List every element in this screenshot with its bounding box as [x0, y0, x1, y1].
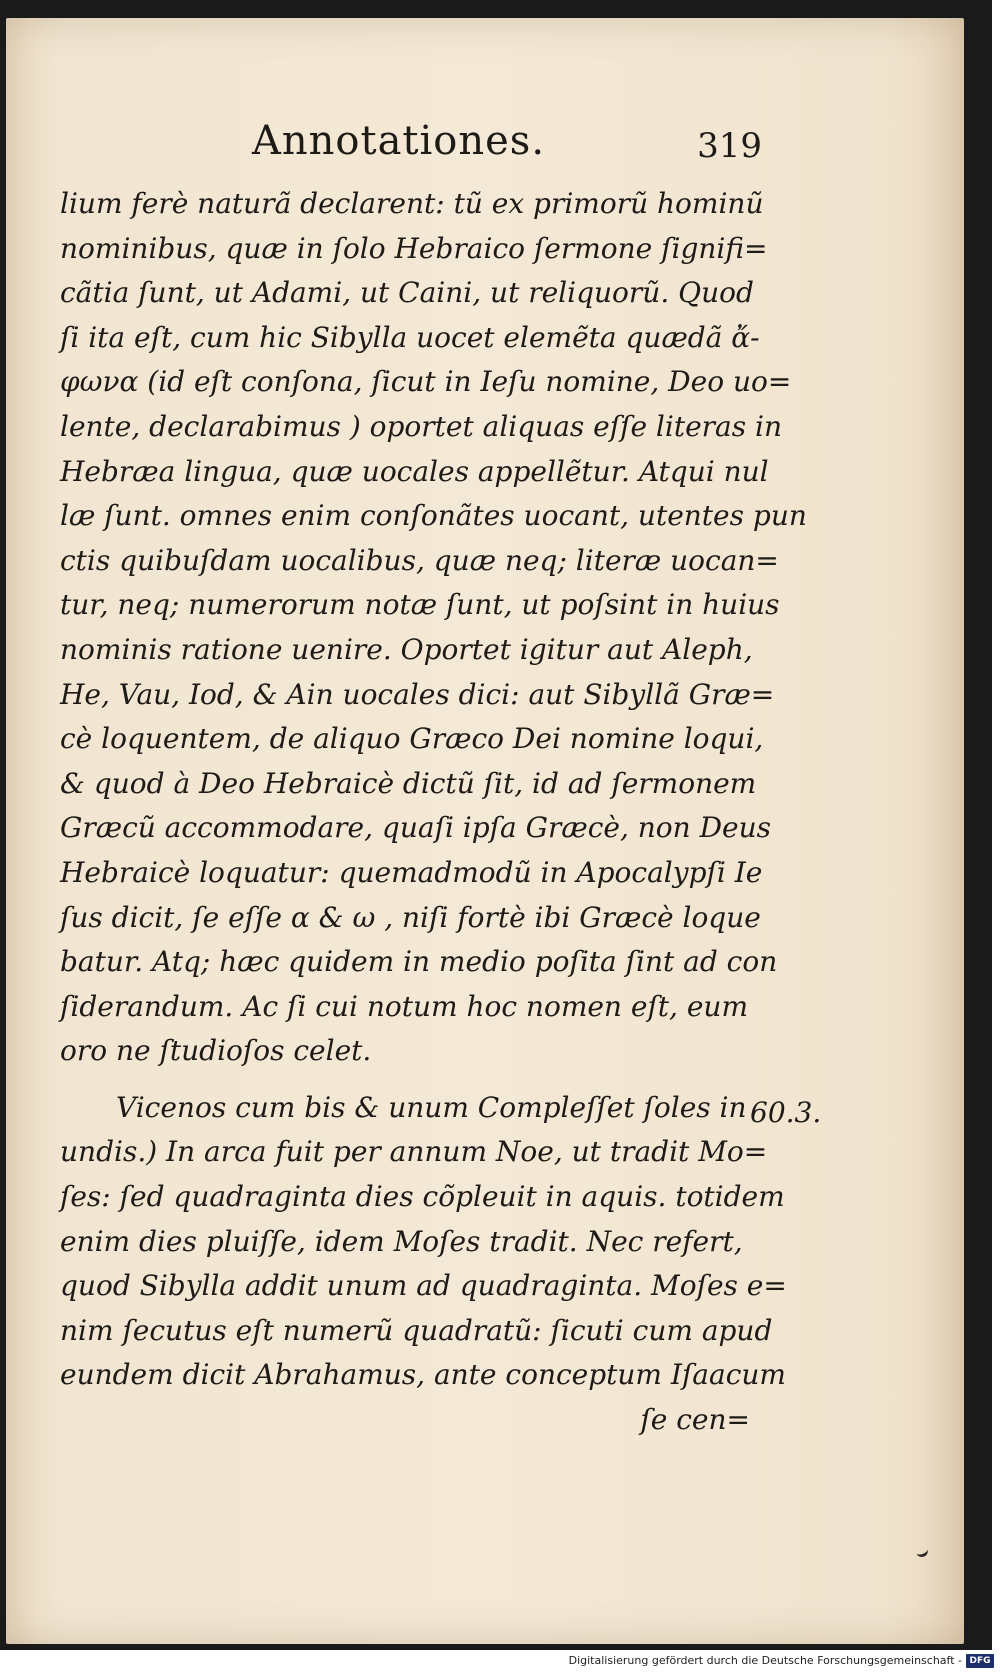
- paragraph-gap: [60, 1074, 750, 1086]
- text-line: Græcũ accommodare, quaſi ipſa Græcè, non Deus: [60, 811, 772, 845]
- text-line: Hebræa lingua, quæ uocales appellẽtur. Atqui nul: [60, 454, 769, 488]
- text-line: tur, neq; numerorum notæ ſunt, ut poſsint in huius: [60, 588, 780, 622]
- text-line: ctis quibuſdam uocalibus, quæ neq; literæ uocan=: [60, 543, 779, 577]
- funding-credit: Digitalisierung gefördert durch die Deutsche Forschungsgemeinschaft -: [568, 1654, 962, 1667]
- text-line: He, Vau, Iod, & Ain uocales dici: aut Sibyllã Græ=: [60, 677, 775, 711]
- text-line: nominis ratione uenire. Oportet igitur aut Aleph,: [60, 632, 753, 666]
- page-content: [6, 18, 964, 1644]
- text-line: nominibus, quæ in ſolo Hebraico ſermone ſignifi=: [60, 231, 768, 265]
- text-line: undis.) In arca fuit per annum Noe, ut tradit Mo=: [60, 1135, 768, 1169]
- dfg-logo-icon: DFG: [966, 1654, 994, 1668]
- text-line: Vicenos cum bis & unum Compleſſet ſoles in: [116, 1090, 747, 1124]
- text-line: Hebraicè loquatur: quemadmodũ in Apocalypſi Ie: [60, 855, 763, 889]
- text-line: oro ne ſtudioſos celet.: [60, 1034, 372, 1068]
- running-title: Annotationes.: [252, 118, 546, 164]
- text-line: quod Sibylla addit unum ad quadraginta. Moſes e=: [60, 1269, 787, 1303]
- catchword: ſe cen=: [640, 1403, 750, 1437]
- text-line: ſi ita eſt, cum hic Sibylla uocet elemẽta quædã ἄ-: [60, 320, 760, 354]
- text-line: & quod à Deo Hebraicè dictũ ſit, id ad ſermonem: [60, 766, 757, 800]
- text-line: cè loquentem, de aliquo Græco Dei nomine loqui,: [60, 722, 764, 756]
- book-page: [6, 18, 964, 1644]
- text-line: eundem dicit Abrahamus, ante conceptum Iſaacum: [60, 1358, 786, 1392]
- text-line: nim ſecutus eſt numerũ quadratũ: ſicuti cum apud: [60, 1313, 773, 1347]
- text-line: cãtia ſunt, ut Adami, ut Caini, ut reliquorũ. Quod: [60, 276, 754, 310]
- page-header: [242, 118, 762, 174]
- text-line: lium ferè naturã declarent: tũ ex primorũ hominũ: [60, 187, 764, 220]
- text-line: φωνα (id eſt conſona, ſicut in Ieſu nomine, Deo uo=: [60, 365, 792, 399]
- ink-mark: [914, 1544, 929, 1558]
- text-line: ſus dicit, ſe eſſe α & ω , niſi fortè ibi Græcè loque: [60, 900, 761, 934]
- text-line: batur. Atq; hæc quidem in medio poſita ſint ad con: [60, 945, 778, 979]
- marginal-note: 60.3.: [750, 1096, 822, 1129]
- text-line: ſiderandum. Ac ſi cui notum hoc nomen eſt, eum: [60, 989, 749, 1023]
- text-line: lente, declarabimus ) oportet aliquas eſſe literas in: [60, 409, 782, 443]
- text-line: enim dies pluiſſe, idem Moſes tradit. Nec refert,: [60, 1224, 743, 1258]
- page-number: 319: [697, 126, 762, 166]
- text-line: ſes: ſed quadraginta dies cõpleuit in aquis. totidem: [60, 1180, 785, 1214]
- footer-bar: [0, 1650, 1000, 1674]
- text-line: læ ſunt. omnes enim conſonãtes uocant, utentes pun: [60, 499, 807, 533]
